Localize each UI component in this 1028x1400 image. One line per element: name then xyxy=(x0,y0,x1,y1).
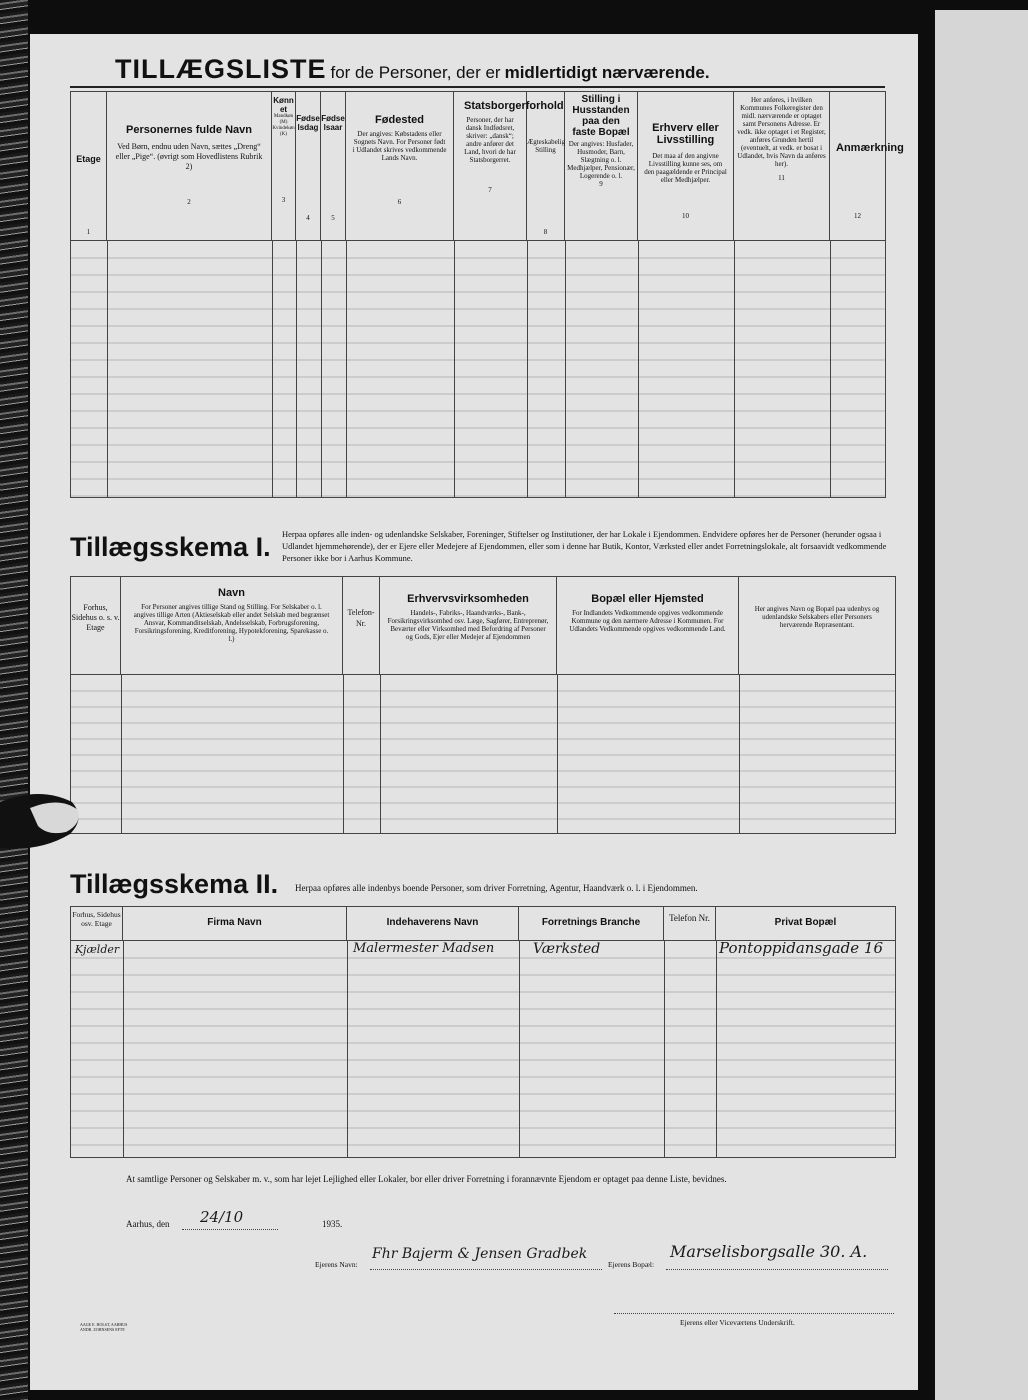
entry-etage: Kjælder xyxy=(74,943,120,956)
tillaegsliste-title xyxy=(115,54,895,90)
col-foedselsdag-header: Fødselsdag 4 xyxy=(296,92,321,241)
col-statsborger-header: Statsborgerforhold Personer, der har dansk Indfødsret, skriver: „dansk“; andre anfører det Land, hvori de har Statsborgerret. 7 xyxy=(454,92,527,241)
title-big: TILLÆGSLISTE xyxy=(115,54,327,84)
skema1-body xyxy=(71,675,896,834)
skema2-table xyxy=(70,906,896,1158)
skema2-body xyxy=(71,941,896,1158)
col-foedselsaar-header: Fødselsaar 5 xyxy=(321,92,346,241)
owner-value: Fhr Bajerm & Jensen Gradbek xyxy=(372,1246,588,1262)
col-erhverv-header: Erhverv eller Livsstilling Det maa af den angivne Livsstilling kunne ses, om den paagældende er Principal eller Medhjælper. 10 xyxy=(638,92,734,241)
title-mid: for de Personer, der er xyxy=(330,63,501,82)
addr-value: Marselisborgsalle 30. A. xyxy=(670,1242,868,1261)
skema2-intro: Herpaa opføres alle indenbys boende Personer, som driver Forretning, Agentur, Haandværk o. l. i Ejendommen. xyxy=(295,883,698,893)
adjacent-page xyxy=(935,10,1028,1400)
s2-col-telefon-header: Telefon Nr. xyxy=(664,907,716,941)
s1-col-telefon-header: Telefon-Nr. xyxy=(343,577,380,675)
printer-mark: AAGE E. HOLST, AARHUS ANDR. ZOHNSENS EFTF. xyxy=(80,1322,128,1332)
col-foedested-header: Fødested Der angives: Købstadens eller Sognets Navn. For Personer født i Udlandet skrives vedkommende Lands Navn. 6 xyxy=(346,92,454,241)
entry-bopael: Pontoppidansgade 16 xyxy=(719,939,884,957)
tillaegsliste-body xyxy=(71,241,886,498)
entry-branche: Værksted xyxy=(533,941,601,957)
s2-col-branche-header: Forretnings Branche xyxy=(519,907,664,941)
s1-col-etage-header: Forhus, Sidehus o. s. v. Etage xyxy=(71,577,121,675)
s2-col-etage-header: Forhus, Sidehus osv. Etage xyxy=(71,907,123,941)
s2-col-firma-header: Firma Navn xyxy=(123,907,347,941)
skema1-table xyxy=(70,576,896,834)
owner-label: Ejerens Navn: xyxy=(315,1260,358,1269)
col-adresse-header: Her anføres, i hvilken Kommunes Folkeregister den midl. nærværende er optaget samt Personens Adresse. Er vedk. ikke optaget i et Register, anføres Grunden hertil (eventuelt, at vedk. er bosat i Udlandet, hvis Navn da anføres her). 11 xyxy=(734,92,830,241)
signature-label: Ejerens eller Viceværtens Underskrift. xyxy=(680,1318,795,1327)
col-anmaerkning-header: Anmærkning 12 xyxy=(830,92,886,241)
certify-text: At samtlige Personer og Selskaber m. v., som har lejet Lejlighed eller Lokaler, bor eller driver Forretning i forannævnte Ejendom er optaget paa denne Liste, bevidnes. xyxy=(126,1174,727,1184)
skema1-title: Tillægsskema I. xyxy=(70,532,271,562)
s2-col-indehaver-header: Indehaverens Navn xyxy=(347,907,519,941)
book-binding xyxy=(0,0,28,1400)
s1-col-repraesentant-header: Her angives Navn og Bopæl paa udenbys og udenlandske Selskabers eller Personers herværende Repræsentant. xyxy=(739,577,896,675)
title-bold: midlertidigt nærværende. xyxy=(504,63,710,82)
col-etage-header: Etage 1 xyxy=(71,92,107,241)
skema1-intro: Herpaa opføres alle inden- og udenlandske Selskaber, Foreninger, Stiftelser og Institutioner, der har Lokale i Ejendommen. Endvidere opføres her de Personer (herunder ogsaa i Udlandet hjemmehørende), der er Ejere eller Medejere af Ejendommen, eller som i denne har Butik, Kontor, Værksted eller andet Forretningslokale, alt forsaavidt vedkommende Personer ikke bor i Aarhus Kommune. xyxy=(282,529,887,563)
place-label: Aarhus, den xyxy=(126,1219,170,1229)
signature-line xyxy=(614,1313,894,1314)
finger-holding-page xyxy=(0,790,82,852)
s1-col-navn-header: Navn For Personer angives tillige Stand og Stilling. For Selskaber o. l. angives tillige Arten (Aktieselskab eller andet Selskab med begrænset Ansvar, Kommanditselskab, Andelsselskab, Forbrugsforening, Forsikringsforening, Kreditforening, Hypotekforening, Sparekasse o. l.) xyxy=(121,577,343,675)
s1-col-bopael-header: Bopæl eller Hjemsted For Indlandets Vedkommende opgives vedkommende Kommune og den nærmere Adresse i Kommunen. For Udlandets Vedkommende opgives vedkommende Land. xyxy=(557,577,739,675)
col-husstand-header: Stilling i Husstanden paa den faste Bopæl Der angives: Husfader, Husmoder, Barn, Slægtning o. l. Medhjælper, Pensionær, Logerende o. l. 9 xyxy=(565,92,638,241)
col-aegteskab-header: Ægteskabelig Stilling 8 xyxy=(527,92,565,241)
date-value: 24/10 xyxy=(200,1208,244,1226)
census-form-page xyxy=(30,34,918,1390)
s2-col-bopael-header: Privat Bopæl xyxy=(716,907,896,941)
col-koennet-header: Kønnet Mandkøn (M) Kvindekøn (K) 3 xyxy=(272,92,296,241)
title-rule xyxy=(70,86,885,88)
skema2-title: Tillægsskema II. xyxy=(70,869,279,899)
col-navn-header: Personernes fulde Navn Ved Børn, endnu uden Navn, sættes „Dreng“ eller „Pige“. (øvrigt som Hovedlistens Rubrik 2) 2 xyxy=(107,92,272,241)
s1-col-erhverv-header: Erhvervsvirksomheden Handels-, Fabriks-, Haandværks-, Bank-, Forsikringsvirksomhed osv. Læge, Sagfører, Entreprenør, Beværter eller Virksomhed med Befordring af Personer og Gods, Ejer eller Medejer af Ejendommen xyxy=(380,577,557,675)
tillaegsliste-table xyxy=(70,91,904,498)
year-label: 1935. xyxy=(322,1219,343,1229)
entry-indehaver: Malermester Madsen xyxy=(353,941,495,956)
addr-label: Ejerens Bopæl: xyxy=(608,1260,655,1269)
